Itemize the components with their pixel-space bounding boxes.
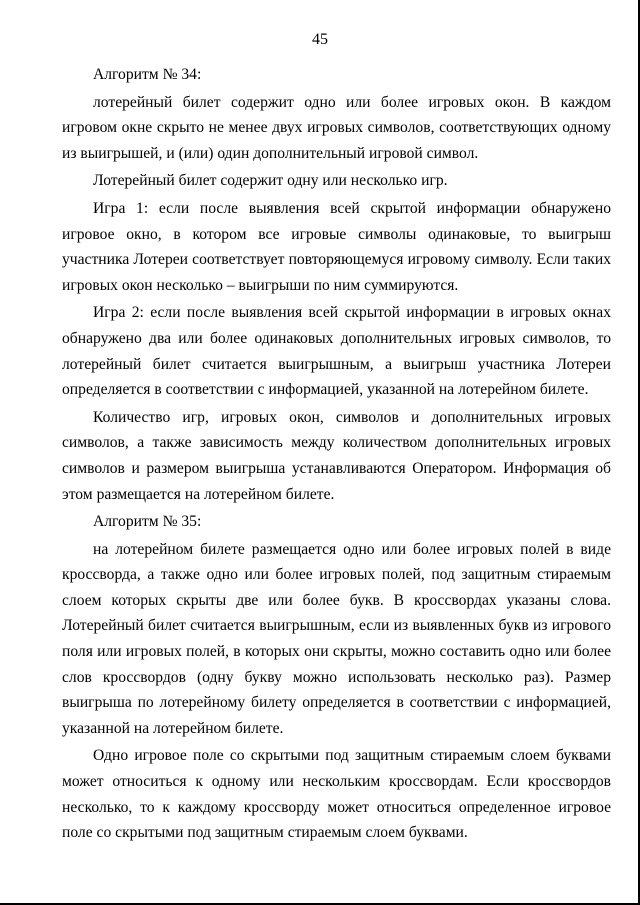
game-1-paragraph: Игра 1: если после выявления всей скрытой информации обнаружено игровое окно, в котором все игровые символы одинаковые, то выигрыш участника Лотереи соответствует повторяющемуся игровому символу. Если таких игровых окон несколько – выигрыши по ним суммируются. [62,199,611,294]
page-number: 45 [312,31,328,48]
page-content [62,62,611,846]
algorithm-34-heading: Алгоритм № 34: [93,66,202,83]
crossword-field-paragraph: Одно игровое поле со скрытыми под защитным стираемым слоем буквами может относиться к одному или нескольким кроссвордам. Если кроссвордов несколько, то к каждому кроссворду может относиться определенное игровое поле со скрытыми под защитным стираемым слоем буквами. [62,747,611,842]
game-2-paragraph: Игра 2: если после выявления всей скрытой информации в игровых окнах обнаружено два или более одинаковых дополнительных игровых символов, то лотерейный билет считается выигрышным, а выигрыш участника Лотереи определяется в соответствии с информацией, указанной на лотерейном билете. [62,304,611,399]
algorithm-35-description: на лотерейном билете размещается одно или более игровых полей в виде кроссворда, а также одно или более игровых полей, под защитным стираемым слоем которых скрыты две или более букв. В кроссвордах указаны слова. Лотерейный билет считается выигрышным, если из выявленных букв из игрового поля или игровых полей, в которых они скрыты, можно составить одно или более слов кроссвордов (одну букву можно использовать несколько раз). Размер выигрыша по лотерейному билету определяется в соответствии с информацией, указанной на лотерейном билете. [62,540,611,737]
games-count-paragraph: Лотерейный билет содержит одну или несколько игр. [93,172,448,190]
operator-settings-paragraph: Количество игр, игровых окон, символов и дополнительных игровых символов, а также зависимость между количеством дополнительных игровых символов и размером выигрыша устанавливаются Оператором. Информация об этом размещается на лотерейном билете. [62,408,611,503]
algorithm-35-heading: Алгоритм № 35: [93,513,202,531]
algorithm-34-description: лотерейный билет содержит одно или более игровых окон. В каждом игровом окне скрыто не менее двух игровых символов, соответствующих одному из выигрышей, и (или) один дополнительный игровой символ. [62,93,611,162]
